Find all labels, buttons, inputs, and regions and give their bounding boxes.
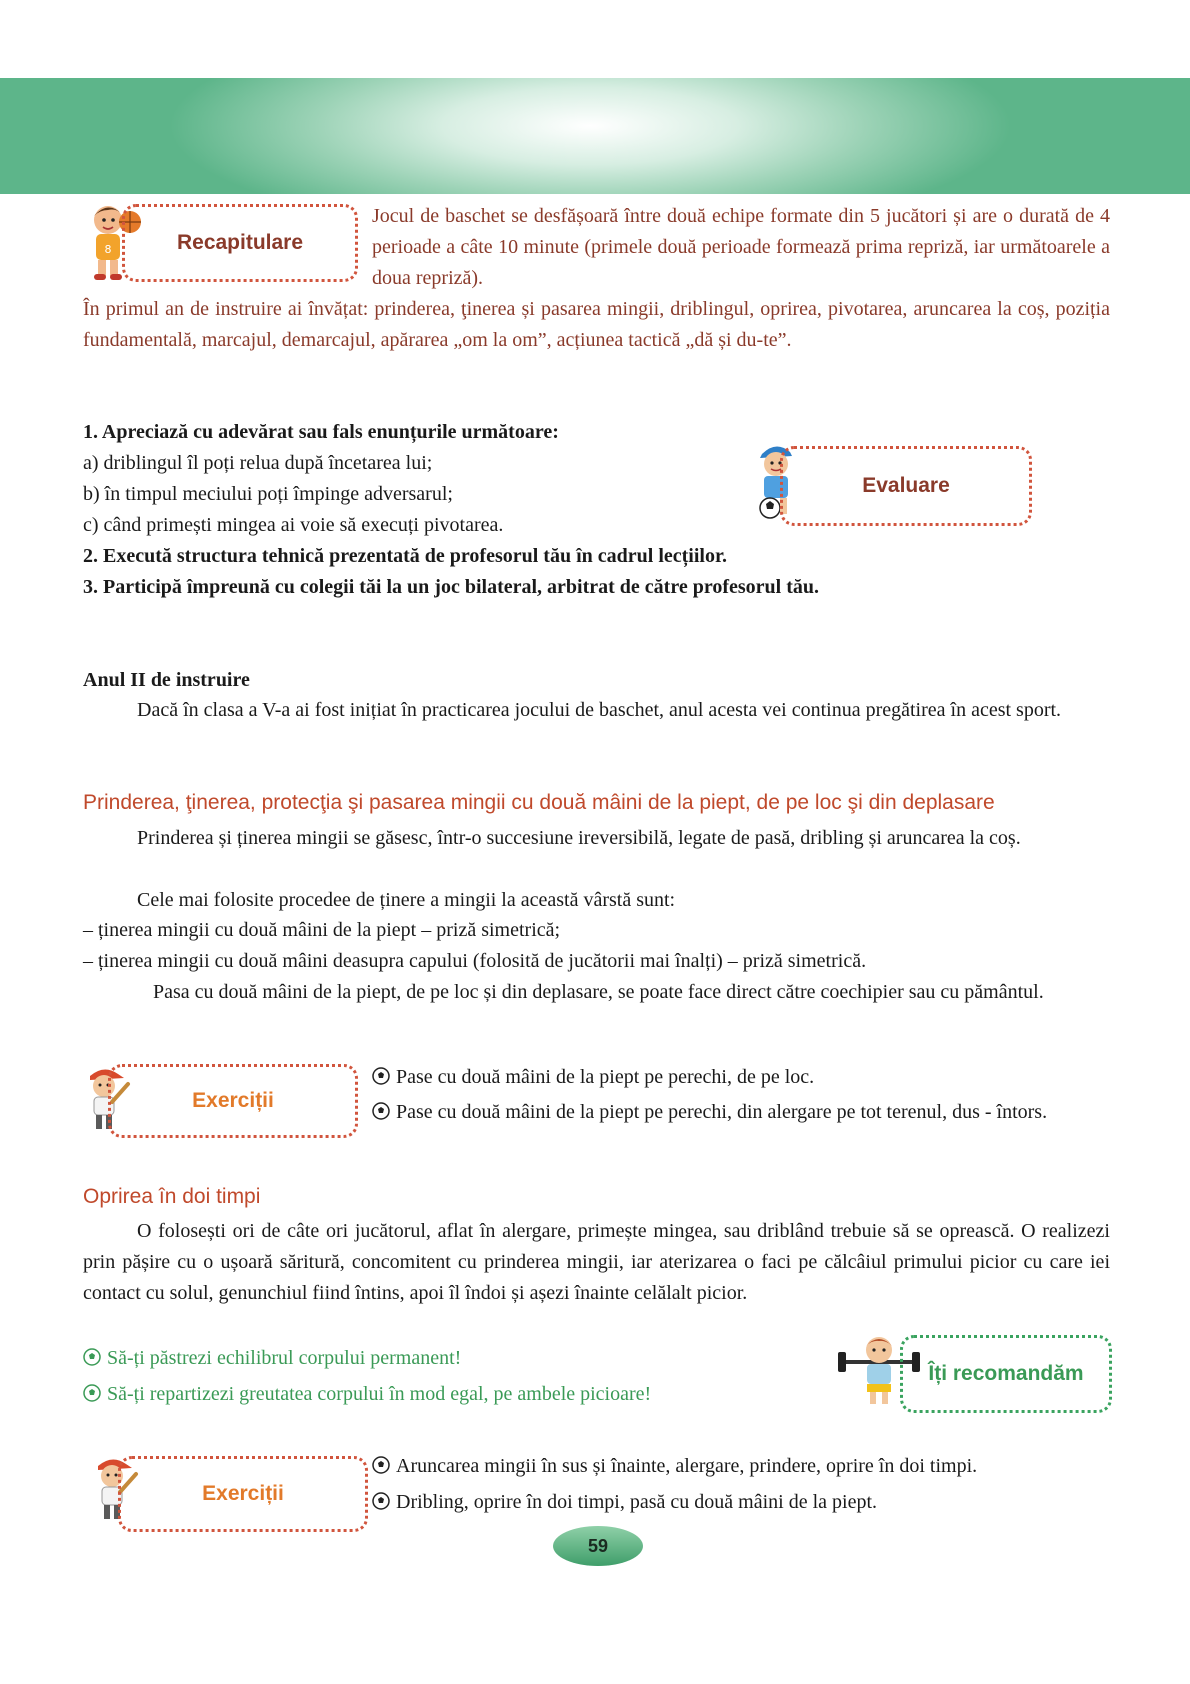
question-3: 3. Participă împreună cu colegii tăi la un joc bilateral, arbitrat de către profesorul tău. [83, 576, 820, 598]
section2-p1: O folosești ori de câte ori jucătorul, aflat în alergare, primește mingea, sau driblând trebuie să se oprească. O realizezi prin pășire cu o ușoară săritură, concomitent cu prinderea mingii, iar aterizarea o faci pe călcâiul primului picior cu care iei contact cu solul, genunchiul fiind întins, apoi îl îndoi și așezi înainte celălalt picior. [83, 1220, 1110, 1304]
green-ball-icon [83, 1348, 101, 1366]
year2-text: Dacă în clasa a V-a ai fost inițiat în practicarea jocului de baschet, anul acesta vei continua pregătirea în acest sport. [137, 699, 1062, 721]
exercises2-label-box [118, 1456, 368, 1532]
evaluation-label-box [780, 446, 1032, 526]
header-band [0, 78, 1190, 194]
exercises1-label-box [108, 1064, 358, 1138]
section2-heading: Oprirea în doi timpi [83, 1185, 261, 1208]
green-ball-icon [83, 1384, 101, 1402]
evaluation-label: Evaluare [862, 474, 950, 497]
page-number [553, 1526, 643, 1566]
question-2: 2. Execută structura tehnică prezentată de profesorul tău în cadrul lecțiilor. [83, 545, 728, 567]
svg-text:8: 8 [104, 243, 112, 256]
section1-p2: Cele mai folosite procedee de ținere a mingii la această vârstă sunt: [137, 889, 676, 911]
year2-title: Anul II de instruire [83, 669, 250, 691]
exercise1-item2 [372, 1097, 1110, 1128]
recommend-item1-text: Să-ți păstrezi echilibrul corpului permanent! [107, 1347, 462, 1369]
exercise1-item2-text: Pase cu două mâini de la piept pe perechi, din alergare pe tot terenul, dus - întors. [396, 1101, 1048, 1123]
soccer-ball-icon [372, 1067, 390, 1085]
soccer-ball-icon [372, 1456, 390, 1474]
exercises1-label: Exerciții [192, 1089, 274, 1112]
page-number-text: 59 [587, 1535, 609, 1556]
exercises2-label: Exerciții [202, 1482, 284, 1505]
section1-heading: Prinderea, ţinerea, protecţia şi pasarea mingii cu două mâini de la piept, de pe loc şi din deplasare [83, 791, 995, 814]
statement-a: a) driblingul îl poți relua după încetarea lui; [83, 452, 433, 474]
exercise2-item2-text: Dribling, oprire în doi timpi, pasă cu două mâini de la piept. [396, 1491, 878, 1513]
recommend-label: Îți recomandăm [928, 1362, 1084, 1385]
recommend-item2 [83, 1379, 843, 1410]
soccer-ball-icon [372, 1492, 390, 1510]
exercise1-item1-text: Pase cu două mâini de la piept pe perechi, de pe loc. [396, 1066, 815, 1088]
recap-intro: Jocul de baschet se desfășoară între două echipe formate din 5 jucători și are o durată de 4 perioade a câte 10 minute (primele două perioade formează prima repriză, iar următoarele a doua repriză). [372, 205, 1110, 289]
exercise2-item1 [372, 1451, 1110, 1482]
statement-c: c) când primești mingea ai voie să execuți pivotarea. [83, 514, 504, 536]
exercise2-item2 [372, 1487, 1110, 1518]
section1-p3: Pasa cu două mâini de la piept, de pe loc și din deplasare, se poate face direct către coechipier sau cu pământul. [153, 981, 1044, 1003]
statement-b: b) în timpul meciului poți împinge adversarul; [83, 483, 453, 505]
recap-label-box [122, 204, 358, 282]
section1-p1: Prinderea și ținerea mingii se găsesc, într-o succesiune ireversibilă, legate de pasă, dribling și aruncarea la coș. [137, 827, 1021, 849]
recap-label: Recapitulare [176, 231, 304, 254]
recommend-item2-text: Să-ți repartizezi greutatea corpului în mod egal, pe ambele picioare! [107, 1383, 652, 1405]
recommend-label-box [900, 1335, 1112, 1413]
recommend-item1 [83, 1343, 843, 1374]
question-1: 1. Apreciază cu adevărat sau fals enunțurile următoare: [83, 421, 559, 443]
exercise2-item1-text: Aruncarea mingii în sus și înainte, alergare, prindere, oprire în doi timpi. [396, 1455, 978, 1477]
section1-item2: – ținerea mingii cu două mâini deasupra capului (folosită de jucătorii mai înalți) – priză simetrică. [83, 950, 867, 972]
exercise1-item1 [372, 1062, 1110, 1093]
recap-learned: În primul an de instruire ai învățat: prinderea, ţinerea și pasarea mingii, driblingul, oprirea, pivotarea, aruncarea la coș, poziția fundamentală, marcajul, demarcajul, apărarea „om la om”, acțiunea tactică „dă și du-te”. [83, 298, 1110, 351]
soccer-ball-icon [372, 1102, 390, 1120]
section1-item1: – ținerea mingii cu două mâini de la piept – priză simetrică; [83, 919, 561, 941]
